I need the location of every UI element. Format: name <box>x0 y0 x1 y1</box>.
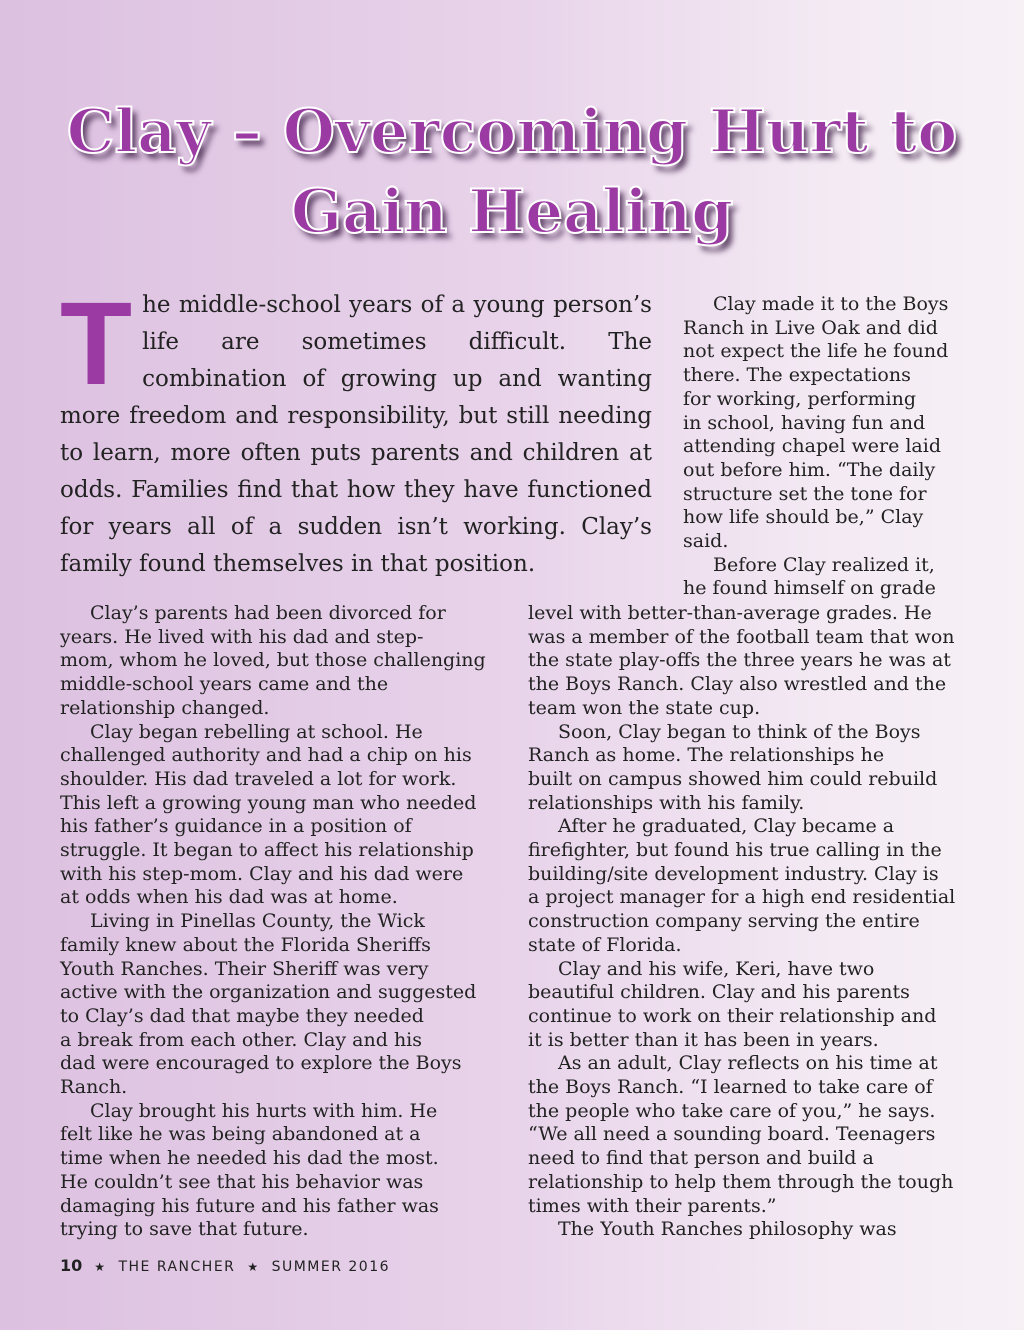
text-line: After he graduated, Clay became a <box>558 815 895 838</box>
text-line: the Boys Ranch. Clay also wrestled and the <box>528 673 947 696</box>
text-line: built on campus showed him could rebuild <box>528 767 938 790</box>
text-line: how life should be,” Clay <box>683 506 924 529</box>
text-line: time when he needed his dad the most. <box>60 1147 439 1170</box>
text-line: struggle. It began to affect his relationship <box>60 839 474 862</box>
text-line: said. <box>683 530 729 553</box>
page-footer <box>60 1256 390 1275</box>
text-line: years. He lived with his dad and step- <box>60 625 424 648</box>
text-line: state of Florida. <box>528 933 682 956</box>
text-line: Youth Ranches. Their Sheriff was very <box>60 957 429 980</box>
text-line: He couldn’t see that his behavior was <box>60 1170 424 1193</box>
text-line: to Clay’s dad that maybe they needed <box>60 1004 424 1027</box>
text-line: was a member of the football team that won <box>528 625 955 648</box>
text-line: need to find that person and build a <box>528 1147 874 1170</box>
text-line: there. The expectations <box>683 364 911 387</box>
column-left <box>60 602 505 1242</box>
text-line: in school, having fun and <box>683 411 926 434</box>
text-line: construction company serving the entire <box>528 910 920 933</box>
text-line: times with their parents.” <box>528 1194 777 1217</box>
text-line: the Boys Ranch. “I learned to take care of <box>528 1076 933 1099</box>
column-top-right <box>683 293 973 601</box>
text-line: Clay and his wife, Keri, have two <box>558 957 875 980</box>
intro-text: he middle-school years of a young person’s life are sometimes difficult. The combination of growing up and wanting more freedom and responsibility, but still needing to learn, more often puts parents and children at odds. Families find that how they have functioned for years all of a sudden isn’t working. Clay’s family found themselves in that position. <box>60 292 652 577</box>
text-line: attending chapel were laid <box>683 435 942 458</box>
text-line: relationships with his family. <box>528 791 805 814</box>
text-line: he found himself on grade <box>683 577 936 600</box>
star-icon: ★ <box>247 1260 260 1274</box>
text-line: damaging his future and his father was <box>60 1194 439 1217</box>
text-line: Ranch in Live Oak and did <box>683 316 938 339</box>
text-line: it is better than it has been in years. <box>528 1028 879 1051</box>
text-line: for working, performing <box>683 387 916 410</box>
text-line: beautiful children. Clay and his parents <box>528 981 910 1004</box>
text-line: out before him. “The daily <box>683 458 936 481</box>
text-line: The Youth Ranches philosophy was <box>558 1218 897 1241</box>
text-line: a break from each other. Clay and his <box>60 1028 423 1051</box>
text-line: the people who take care of you,” he says. <box>528 1099 936 1122</box>
text-line: Ranch. <box>60 1076 128 1099</box>
text-line: active with the organization and suggested <box>60 981 477 1004</box>
text-line: felt like he was being abandoned at a <box>60 1123 421 1146</box>
text-line: his father’s guidance in a position of <box>60 815 412 838</box>
text-line: at odds when his dad was at home. <box>60 886 398 909</box>
intro-paragraph <box>60 278 652 583</box>
text-line: Before Clay realized it, <box>713 553 935 576</box>
text-line: Living in Pinellas County, the Wick <box>90 910 425 933</box>
text-line: “We all need a sounding board. Teenagers <box>528 1123 936 1146</box>
page-number: 10 <box>60 1256 83 1275</box>
text-line: Ranch as home. The relationships he <box>528 744 885 767</box>
text-line: challenged authority and had a chip on his <box>60 744 472 767</box>
text-line: Clay began rebelling at school. He <box>90 720 423 743</box>
publication-name: THE RANCHER <box>118 1259 236 1275</box>
text-line: team won the state cup. <box>528 696 761 719</box>
text-line: relationship changed. <box>60 696 270 719</box>
text-line: Clay made it to the Boys <box>713 293 949 315</box>
text-line: not expect the life he found <box>683 340 949 363</box>
text-line: mom, whom he loved, but those challenging <box>60 649 486 672</box>
article-title <box>0 92 1024 252</box>
text-line: Clay’s parents had been divorced for <box>90 602 446 624</box>
text-line: Soon, Clay began to think of the Boys <box>558 720 921 743</box>
text-line: firefighter, but found his true calling in the <box>528 839 942 862</box>
text-line: family knew about the Florida Sheriffs <box>60 933 431 956</box>
text-line: building/site development industry. Clay is <box>528 862 939 885</box>
text-line: with his step-mom. Clay and his dad were <box>60 862 464 885</box>
title-line-1: Clay – Overcoming Hurt to <box>66 97 958 167</box>
text-line: trying to save that future. <box>60 1218 309 1241</box>
text-line: Clay brought his hurts with him. He <box>90 1099 438 1122</box>
drop-cap: T <box>60 278 133 410</box>
text-line: relationship to help them through the tough <box>528 1170 954 1193</box>
text-line: the state play-offs the three years he was at <box>528 649 951 672</box>
text-line: continue to work on their relationship and <box>528 1004 937 1027</box>
text-line: structure set the tone for <box>683 482 927 505</box>
text-line: This left a growing young man who needed <box>60 791 477 814</box>
star-icon: ★ <box>94 1260 107 1274</box>
text-line: dad were encouraged to explore the Boys <box>60 1052 462 1075</box>
text-line: shoulder. His dad traveled a lot for work. <box>60 767 457 790</box>
title-line-2: Gain Healing <box>290 177 734 247</box>
text-line: middle-school years came and the <box>60 673 389 696</box>
text-line: As an adult, Clay reflects on his time at <box>558 1052 938 1075</box>
issue-label: SUMMER 2016 <box>271 1259 391 1275</box>
column-right <box>528 602 973 1242</box>
text-line: a project manager for a high end residential <box>528 886 956 909</box>
text-line: level with better-than-average grades. He <box>528 602 932 624</box>
